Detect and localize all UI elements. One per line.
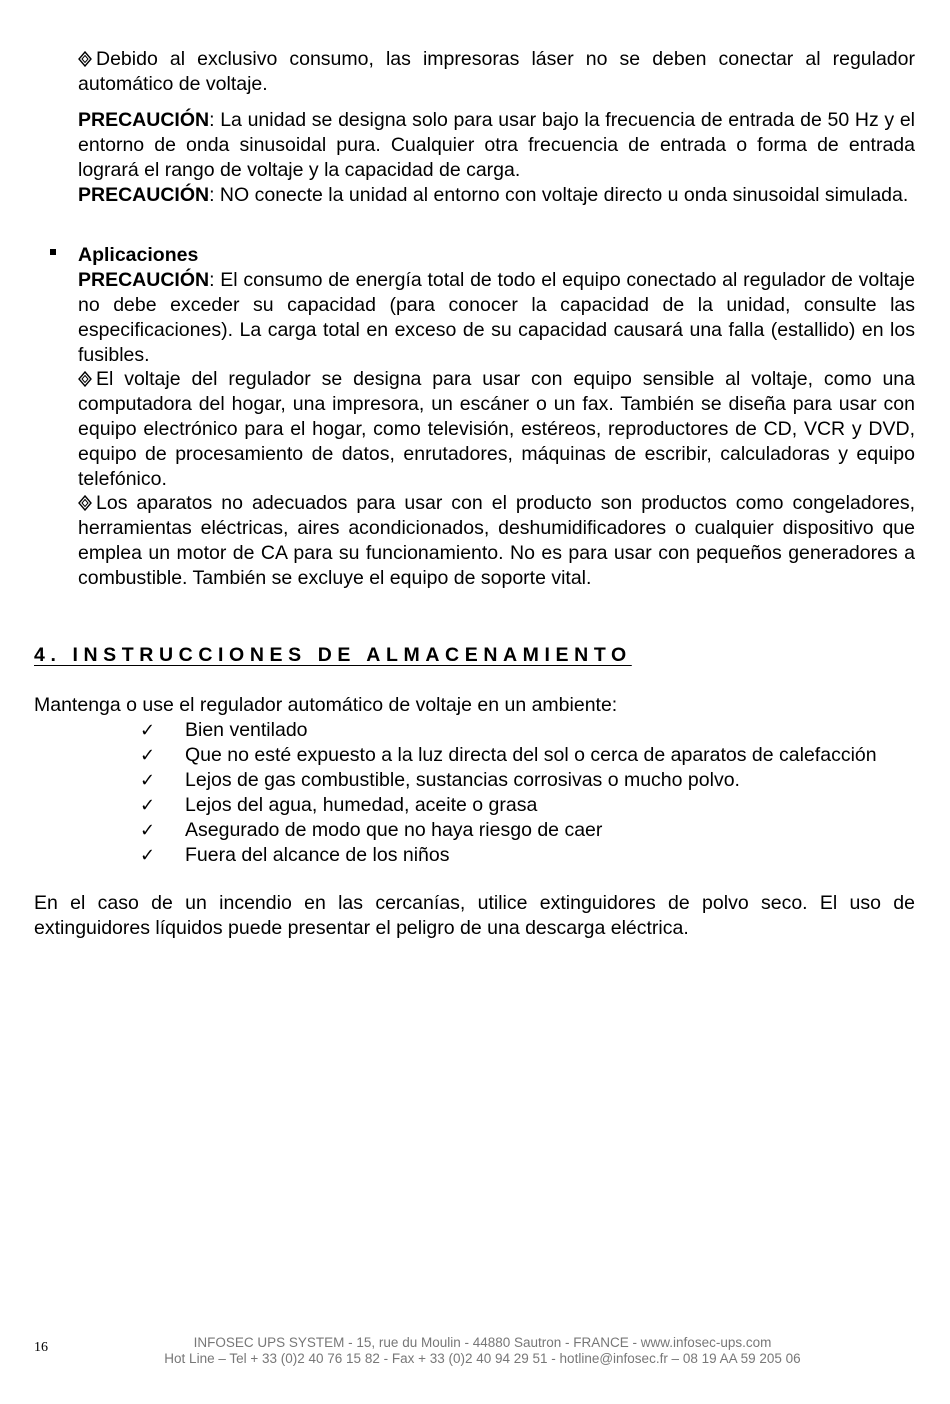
frequency-caution: PRECAUCIÓN: La unidad se designa solo para usar bajo la frecuencia de entrada de 50 Hz y el entorno de onda sinusoidal pura. Cualquier otra frecuencia de entrada o forma de entrada logrará el rango de voltaje y la capacidad de carga. bbox=[78, 109, 915, 181]
suitable-equipment-note: El voltaje del regulador se designa para usar con equipo sensible al voltaje, como una computadora del hogar, una impresora, un escáner o un fax. También se diseña para usar con equipo electrónico para el hogar, como televisión, estéreos, reproductores de CD, VCR y DVD, equipo de procesamiento de datos, enrutadores, máquinas de escribir, calculadoras y equipo telefónico. bbox=[78, 368, 915, 490]
storage-checklist bbox=[140, 718, 915, 868]
diamond-bullet-icon bbox=[78, 51, 92, 67]
check-icon: ✓ bbox=[140, 745, 156, 766]
caution-label: PRECAUCIÓN bbox=[78, 269, 210, 291]
check-icon: ✓ bbox=[140, 795, 156, 816]
applications-title: Aplicaciones bbox=[78, 244, 199, 266]
storage-intro: Mantenga o use el regulador automático de voltaje en un ambiente: bbox=[34, 694, 618, 716]
check-icon: ✓ bbox=[140, 820, 156, 841]
diamond-bullet-icon bbox=[78, 371, 92, 387]
footer-address: INFOSEC UPS SYSTEM - 15, rue du Moulin - 44880 Sautron - FRANCE - www.infosec-ups.com bbox=[193, 1335, 772, 1350]
square-bullet-icon bbox=[50, 249, 56, 255]
capacity-caution: PRECAUCIÓN: El consumo de energía total de todo el equipo conectado al regulador de voltaje no debe exceder su capacidad (para conocer la capacidad de la unidad, consulte las especificaciones). La carga total en exceso de su capacidad causará una falla (estallido) en los fusibles. bbox=[78, 269, 915, 366]
checklist-item: ✓ Fuera del alcance de los niños bbox=[140, 844, 450, 866]
section-heading: 4. INSTRUCCIONES DE ALMACENAMIENTO bbox=[34, 644, 632, 666]
caution-label: PRECAUCIÓN bbox=[78, 184, 210, 206]
check-icon: ✓ bbox=[140, 770, 156, 791]
fire-note: En el caso de un incendio en las cercanías, utilice extinguidores de polvo seco. El uso de extinguidores líquidos puede presentar el peligro de una descarga eléctrica. bbox=[34, 892, 915, 939]
checklist-item: ✓ Lejos de gas combustible, sustancias corrosivas o mucho polvo. bbox=[140, 769, 740, 791]
checklist-item: ✓ Bien ventilado bbox=[140, 719, 308, 741]
footer-contact: Hot Line – Tel + 33 (0)2 40 76 15 82 - Fax + 33 (0)2 40 94 29 51 - hotline@infosec.fr – 08 19 AA 59 205 06 bbox=[164, 1351, 801, 1366]
diamond-bullet-icon bbox=[78, 495, 92, 511]
unsuitable-equipment-note: Los aparatos no adecuados para usar con el producto son productos como congeladores, herramientas eléctricas, aires acondicionados, deshumidificadores o cualquier dispositivo que emplea un motor de CA para su funcionamiento. No es para usar con pequeños generadores a combustible. También se excluye el equipo de soporte vital. bbox=[78, 492, 915, 589]
check-icon: ✓ bbox=[140, 720, 156, 741]
caution-label: PRECAUCIÓN bbox=[78, 109, 210, 131]
direct-voltage-caution: PRECAUCIÓN: NO conecte la unidad al entorno con voltaje directo u onda sinusoidal simulada. bbox=[78, 184, 909, 206]
laser-printer-note: Debido al exclusivo consumo, las impresoras láser no se deben conectar al regulador automático de voltaje. bbox=[78, 48, 915, 95]
check-icon: ✓ bbox=[140, 845, 156, 866]
checklist-item: ✓ Lejos del agua, humedad, aceite o grasa bbox=[140, 794, 538, 816]
checklist-item: ✓ Que no esté expuesto a la luz directa del sol o cerca de aparatos de calefacción bbox=[140, 744, 877, 766]
page-number: 16 bbox=[34, 1340, 48, 1355]
checklist-item: ✓ Asegurado de modo que no haya riesgo de caer bbox=[140, 819, 603, 841]
